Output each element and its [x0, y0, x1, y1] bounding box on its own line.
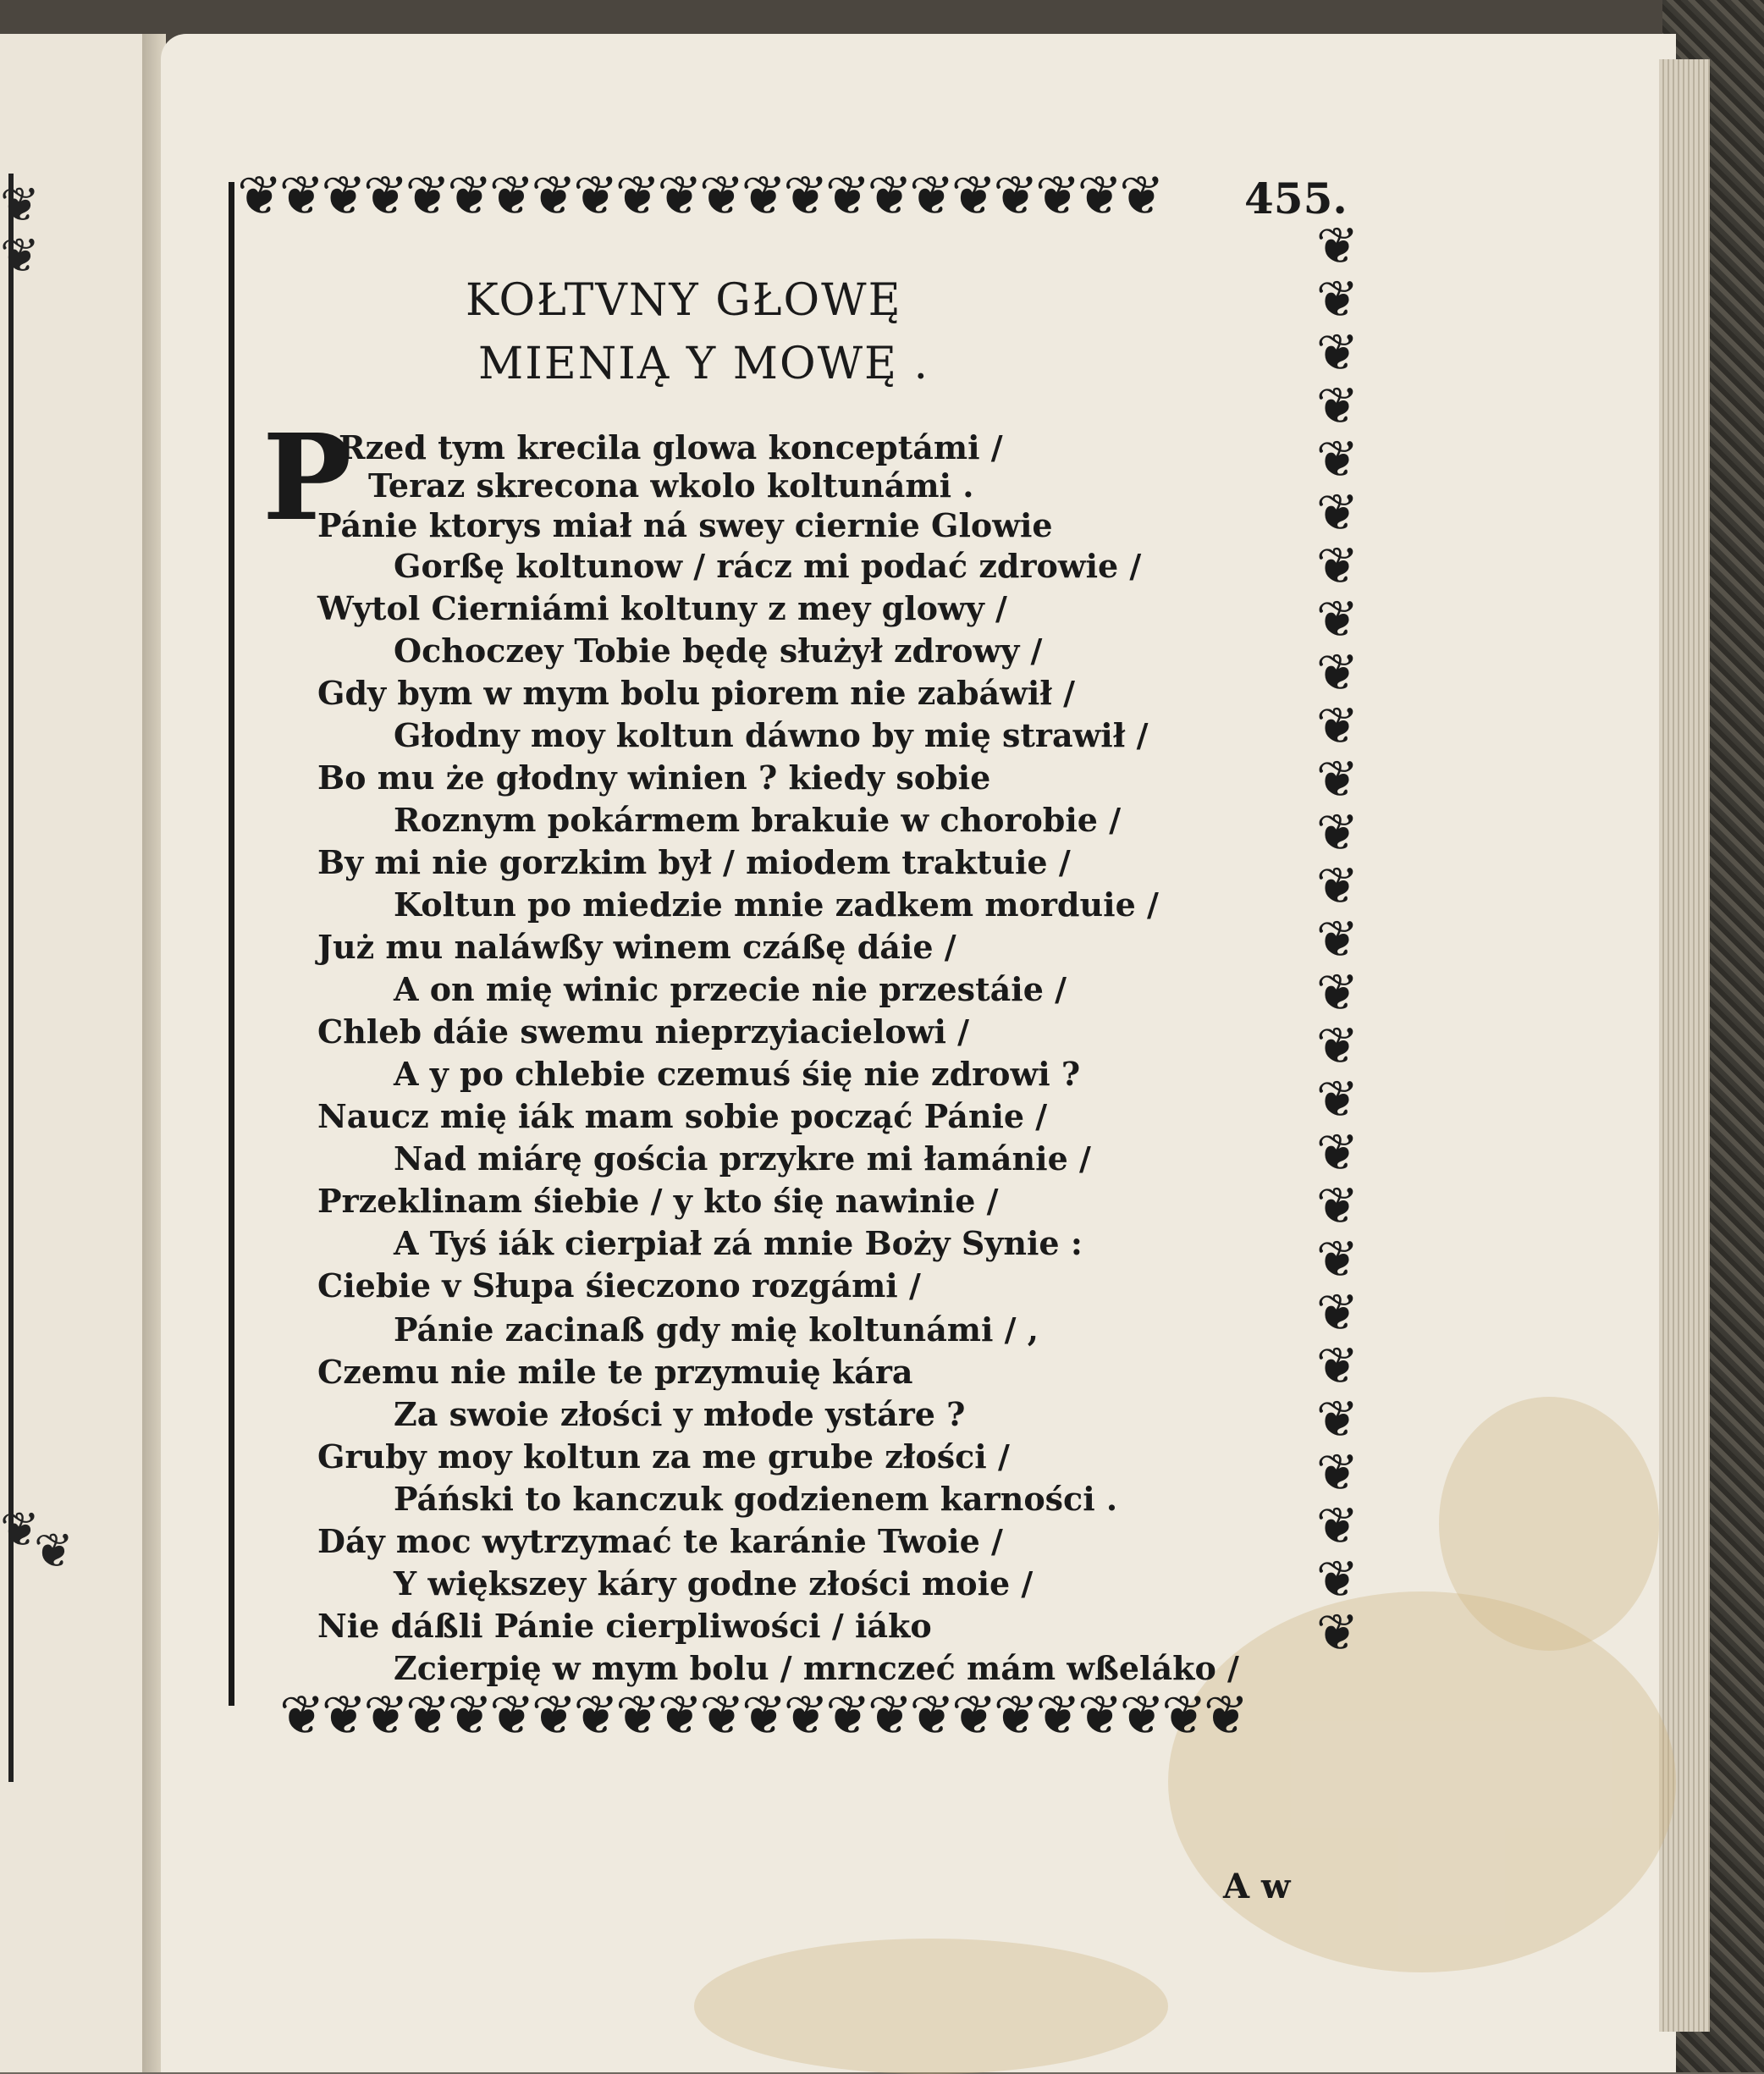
- ornament-border-right: ❦ ❦ ❦ ❦ ❦ ❦ ❦ ❦ ❦ ❦ ❦ ❦ ❦ ❦ ❦ ❦ ❦ ❦ ❦ ❦ ❦ ❦ ❦ ❦ ❦ ❦ ❦: [1315, 220, 1359, 1659]
- ornament-border-top: ❦❦❦❦❦❦❦❦❦❦❦❦❦❦❦❦❦❦❦❦❦❦: [237, 169, 1161, 223]
- drop-cap: P: [262, 409, 352, 548]
- verse-line: A Tyś iák cierpiał zá mnie Boży Synie :: [394, 1224, 1083, 1262]
- page-title-line-1: KOŁTVNY GŁOWĘ: [466, 275, 902, 326]
- verse-line: Nad miárę gościa przykre mi łamánie /: [394, 1139, 1091, 1178]
- verse-line: Dáy moc wytrzymać te karánie Twoie /: [317, 1522, 1003, 1560]
- page-number: 455.: [1244, 174, 1348, 223]
- water-stain: [1439, 1397, 1659, 1651]
- verse-line: Teraz skrecona wkolo koltunámi .: [368, 466, 974, 505]
- verse-line: Bo mu że głodny winien ? kiedy sobie: [317, 758, 991, 797]
- ornament-icon: ❦: [0, 178, 40, 233]
- verse-line: Rzed tym krecila glowa konceptámi /: [339, 428, 1003, 466]
- verse-line: Gdy bym w mym bolu piorem nie zabáwił /: [317, 674, 1076, 712]
- verse-line: Roznym pokármem brakuie w chorobie /: [394, 801, 1122, 839]
- ornament-icon: ❦: [34, 1524, 74, 1579]
- verse-line: By mi nie gorzkim był / miodem traktuie /: [317, 843, 1071, 881]
- verse-line: Ochoczey Tobie będę służył zdrowy /: [394, 632, 1043, 670]
- left-page: [0, 34, 147, 2072]
- verse-line: Za swoie złości y młode ystáre ?: [394, 1395, 966, 1433]
- verse-line: Y większey káry godne złości moie /: [394, 1564, 1034, 1602]
- frame-left-rule: [229, 182, 234, 1706]
- ornament-icon: ❦: [0, 1503, 40, 1558]
- verse-line: Pánie ktorys miał ná swey ciernie Glowie: [317, 506, 1053, 544]
- verse-line: Páński to kanczuk godzienem karności .: [394, 1480, 1118, 1518]
- catchword: A w: [1223, 1867, 1291, 1906]
- verse-line: A on mię winic przecie nie przestáie /: [394, 970, 1067, 1008]
- verse-line: Nie dáßli Pánie cierpliwości / iáko: [317, 1607, 932, 1645]
- verse-line: Koltun po miedzie mnie zadkem morduie /: [394, 885, 1159, 924]
- verse-line: Zcierpię w mym bolu / mrnczeć mám wßeláko /: [394, 1649, 1239, 1687]
- verse-line: Gorßę koltunow / rácz mi podać zdrowie /: [394, 547, 1142, 585]
- water-stain: [694, 1939, 1168, 2074]
- verse-line: Ciebie v Słupa śieczono rozgámi /: [317, 1266, 921, 1305]
- verse-line: Pánie zacinaß gdy mię koltunámi / ,: [394, 1310, 1039, 1349]
- verse-line: A y po chlebie czemuś śię nie zdrowi ?: [394, 1055, 1081, 1093]
- verse-line: Naucz mię iák mam sobie począć Pánie /: [317, 1097, 1048, 1135]
- page-title-line-2: MIENIĄ Y MOWĘ .: [478, 339, 930, 389]
- verse-line: Już mu naláwßy winem czáßę dáie /: [317, 928, 956, 966]
- verse-line: Głodny moy koltun dáwno by mię strawił /: [394, 716, 1149, 754]
- ornament-border-bottom: ❦❦❦❦❦❦❦❦❦❦❦❦❦❦❦❦❦❦❦❦❦❦❦: [279, 1689, 1246, 1743]
- ornament-icon: ❦: [0, 229, 40, 284]
- verse-line: Wytol Cierniámi koltuny z mey glowy /: [317, 589, 1007, 627]
- verse-line: Przeklinam śiebie / y kto śię nawinie /: [317, 1182, 999, 1220]
- water-stain: [1168, 1591, 1676, 1972]
- verse-line: Chleb dáie swemu nieprzyiacielowi /: [317, 1012, 970, 1051]
- verse-line: Czemu nie mile te przymuię kára: [317, 1353, 913, 1391]
- verse-line: Gruby moy koltun za me grube złości /: [317, 1437, 1010, 1476]
